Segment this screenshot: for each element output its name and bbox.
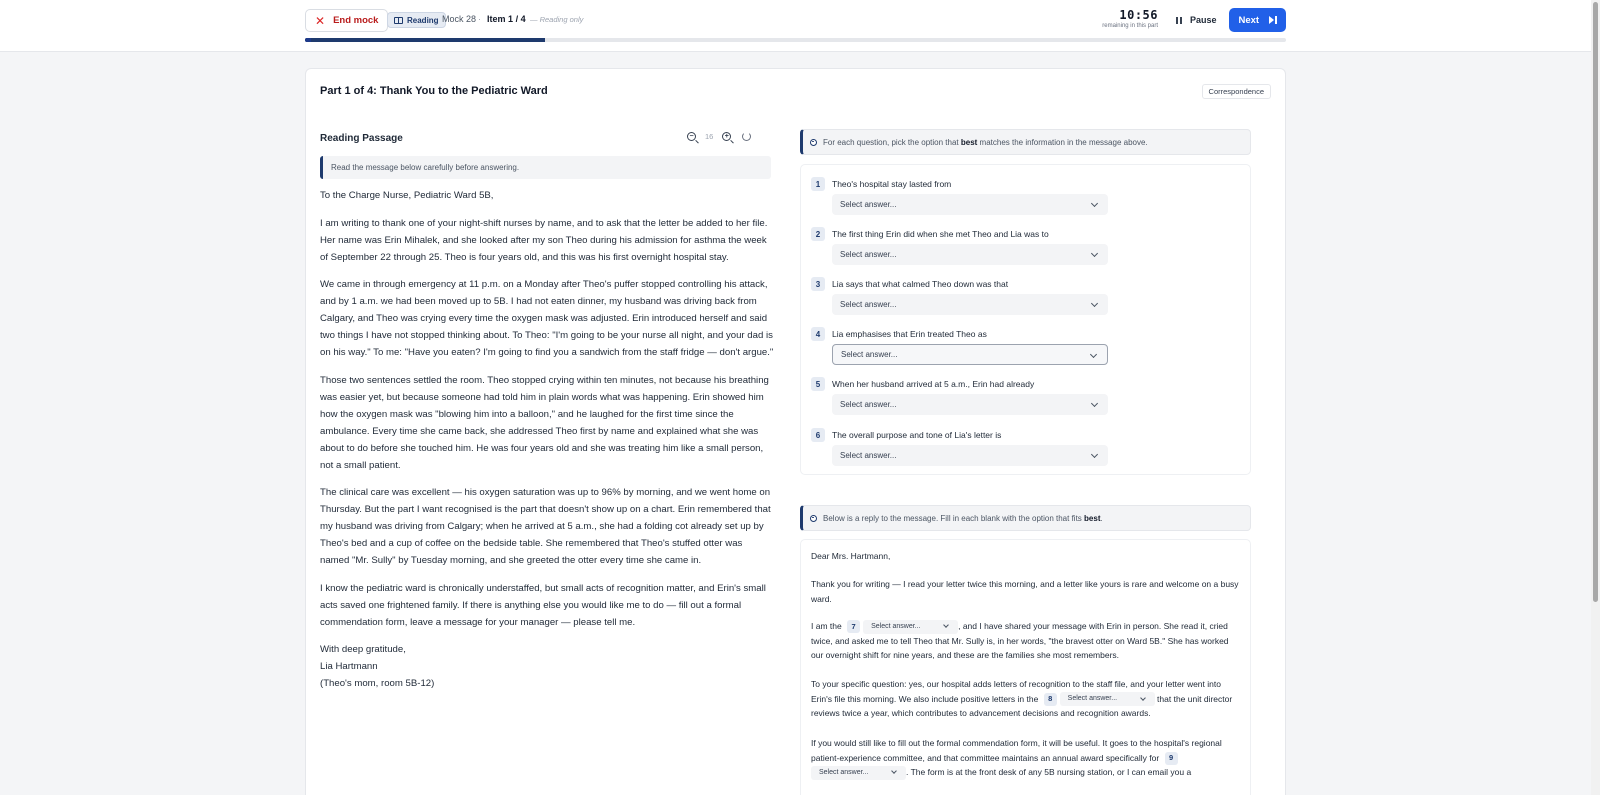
instruction-text: For each question, pick the option that [823,137,961,147]
item-counter [487,14,526,24]
signature-detail: (Theo's mom, room 5B-12) [320,678,435,689]
answer-select[interactable] [832,244,1108,265]
separator: · [478,14,481,24]
skip-next-icon [1269,16,1277,24]
text-type-tag: Correspondence [1202,84,1271,99]
select-value: Select answer... [840,300,897,309]
pause-button[interactable] [1166,10,1227,30]
reply-greeting: Dear Mrs. Hartmann, [811,551,891,561]
reply-text: . The form is at the front desk of any 5B nursing station, or I can email you a [906,767,1192,777]
question-text: When her husband arrived at 5 a.m., Erin had already [832,379,1035,389]
answer-select[interactable] [832,194,1108,215]
item-current: 1 [508,14,514,24]
book-icon [394,17,403,24]
question-number: 2 [811,227,825,241]
pause-icon [1176,17,1182,24]
zoom-in-icon[interactable]: + [722,132,731,141]
mock-name: Mock 28 [442,14,477,24]
chevron-down-icon [1091,250,1098,257]
passage-heading: Reading Passage [320,133,403,144]
question-text: Lia says that what calmed Theo down was that [832,279,1009,289]
reply-paragraph [811,677,1243,721]
zoom-out-icon[interactable]: − [687,132,696,141]
pause-label: Pause [1190,15,1217,25]
questions-instruction [800,129,1251,155]
select-value: Select answer... [840,250,897,259]
instruction-emphasis: best [960,137,978,147]
select-value: Select answer... [1067,695,1118,702]
answer-select[interactable] [832,344,1108,365]
question-text: Theo's hospital stay lasted from [832,179,952,189]
blank-select[interactable] [863,620,958,634]
reply-text: To your specific question: yes, our hospital adds letters of recognition to the staff file, and your letter went into Erin's file this morning. We also include positive letters in the [811,679,1221,704]
blank-number: 7 [847,620,860,633]
blank-number: 8 [1044,693,1057,706]
reply-text: If you would still like to fill out the formal commendation form, it will be useful. It goes to the hospital's regional patient-experience committee, and that committee maintains an annual award specifically for [811,738,1222,763]
chevron-down-icon [1091,400,1098,407]
reading-passage [320,187,774,692]
question-text: The first thing Erin did when she met Theo and Lia was to [832,229,1049,239]
part-card [305,68,1286,795]
mode-note: — Reading only [530,15,584,24]
chevron-down-icon [1091,300,1098,307]
reply-paragraph [811,736,1243,780]
select-value: Select answer... [840,400,897,409]
instruction-emphasis: best [1084,513,1101,523]
timer [1098,8,1158,29]
reply-letter [800,539,1251,795]
blank-select[interactable] [1060,692,1155,706]
blank-number: 9 [1165,752,1178,765]
progress-start-marker [305,38,311,42]
font-size-value: 16 [705,132,714,141]
part-title: Part 1 of 4: Thank You to the Pediatric Ward [320,85,548,97]
timer-caption: remaining in this part [1102,23,1158,29]
passage-paragraph: I am writing to thank one of your night-shift nurses by name, and to ask that the letter be added to her file. Her name was Erin Mihalek, and she looked after my son Theo during his admission for asthma the week of September 22 through 25. Theo is four years old, and this was his first overnight hospital stay. [320,217,768,263]
reply-paragraph [811,619,1243,663]
instruction-text: Below is a reply to the message. Fill in each blank with the option that fits [823,513,1085,523]
info-dot-icon [810,515,817,522]
passage-signature [320,641,774,692]
item-total: / 4 [515,14,526,24]
end-mock-label: End mock [333,15,379,26]
chevron-down-icon [1091,200,1098,207]
question-number: 1 [811,177,825,191]
passage-paragraph: The clinical care was excellent — his oxygen saturation was up to 96% by morning, and we went home on Thursday. But the part I want recognised is the part that doesn't show up on a chart. Erin remembered that my husband was driving from Calgary; when he arrived at 5 a.m., she had a folding cot already set up by Theo's bed and a cup of coffee on the bedside table. She remembered that Theo's stuffed otter was named "Mr. Sully" by Tuesday morning, and she greeted the otter every time she came in. [320,487,771,566]
chevron-down-icon [1091,451,1098,458]
page-scrollbar[interactable] [1591,0,1600,795]
question-text: Lia emphasises that Erin treated Theo as [832,329,987,339]
section-label: Reading [407,15,439,25]
reply-text: I am the [811,621,842,631]
passage-instruction: Read the message below carefully before answering. [320,156,771,179]
signature-name: Lia Hartmann [320,661,378,672]
item-label: Item [487,14,506,24]
chevron-down-icon [1090,351,1097,358]
passage-salutation: To the Charge Nurse, Pediatric Ward 5B, [320,190,494,201]
instruction-text: matches the information in the message above. [977,137,1148,147]
question-number: 6 [811,428,825,442]
passage-paragraph: Those two sentences settled the room. Theo stopped crying within ten minutes, not because his breathing was easier yet, but because someone had told him in plain words what was happening. Erin showed him how the oxygen mask was "blowing him into a balloon," and he laughed for the first time since the ambulance. Every time she came back, she addressed Theo first by name and explained what she was about to do before she touched him. He was four years old and she was treating him like a small person, not a small patient. [320,374,769,471]
progress-fill [305,38,545,42]
select-value: Select answer... [840,200,897,209]
close-icon: ✕ [315,13,326,28]
scrollbar-thumb[interactable] [1593,2,1598,602]
blank-select[interactable] [811,766,906,780]
info-dot-icon [810,139,817,146]
top-bar [0,0,1600,52]
questions-list [800,164,1251,475]
chevron-down-icon [1140,695,1146,701]
question-number: 5 [811,377,825,391]
question-number: 3 [811,277,825,291]
answer-select[interactable] [832,445,1108,466]
timer-value: 10:56 [1119,8,1158,22]
chevron-down-icon [891,768,897,774]
next-label: Next [1238,14,1260,26]
select-value: Select answer... [841,350,898,359]
reset-icon[interactable] [742,132,751,141]
passage-paragraph: We came in through emergency at 11 p.m. on a Monday after Theo's puffer stopped controlling his attack, and by 1 a.m. we had been moved up to 5B. I had not eaten dinner, my husband was driving back from Calgary, and Theo was crying every time the oxygen mask was adjusted. Erin introduced herself and said two things I have not stopped thinking about. To Theo: "I'm going to be your nurse all night, and your dad is on his way." To me: "Have you eaten? I'm going to find you a sandwich from the staff fridge — don't argue." [320,279,774,358]
reply-paragraph: Thank you for writing — I read your letter twice this morning, and a letter like yours is rare and welcome on a busy ward. [811,579,1239,604]
end-mock-button[interactable] [305,9,388,32]
select-value: Select answer... [840,451,897,460]
instruction-text: . [1100,513,1103,523]
chevron-down-icon [943,622,949,628]
section-badge [387,12,446,28]
answer-select[interactable] [832,394,1108,415]
select-value: Select answer... [871,622,921,630]
question-text: The overall purpose and tone of Lia's letter is [832,430,1002,440]
answer-select[interactable] [832,294,1108,315]
select-value: Select answer... [819,768,869,776]
passage-paragraph: I know the pediatric ward is chronically understaffed, but small acts of recognition matter, and Erin's small acts saved one frightened family. If there is anything else you would like me to do — fill out a formal commendation form, leave a message for your manager — please tell me. [320,582,766,628]
reply-instruction [800,505,1251,531]
closing: With deep gratitude, [320,644,406,655]
next-button[interactable] [1229,8,1286,32]
font-size-controls [687,132,751,141]
question-number: 4 [811,327,825,341]
reply-text: that the unit director reviews twice a year, which contributes to advancement decisions and recognition awards. [811,693,1233,719]
progress-bar [305,38,1286,42]
reply-text: , and I have shared your message with Erin in person. She read it, cried twice, and asked me to tell Theo that Mr. Sully is, in her words, "the bravest otter on Ward 5B." She has worked our overnight shift for nine years, and these are the families she most remembers. [811,621,1229,661]
